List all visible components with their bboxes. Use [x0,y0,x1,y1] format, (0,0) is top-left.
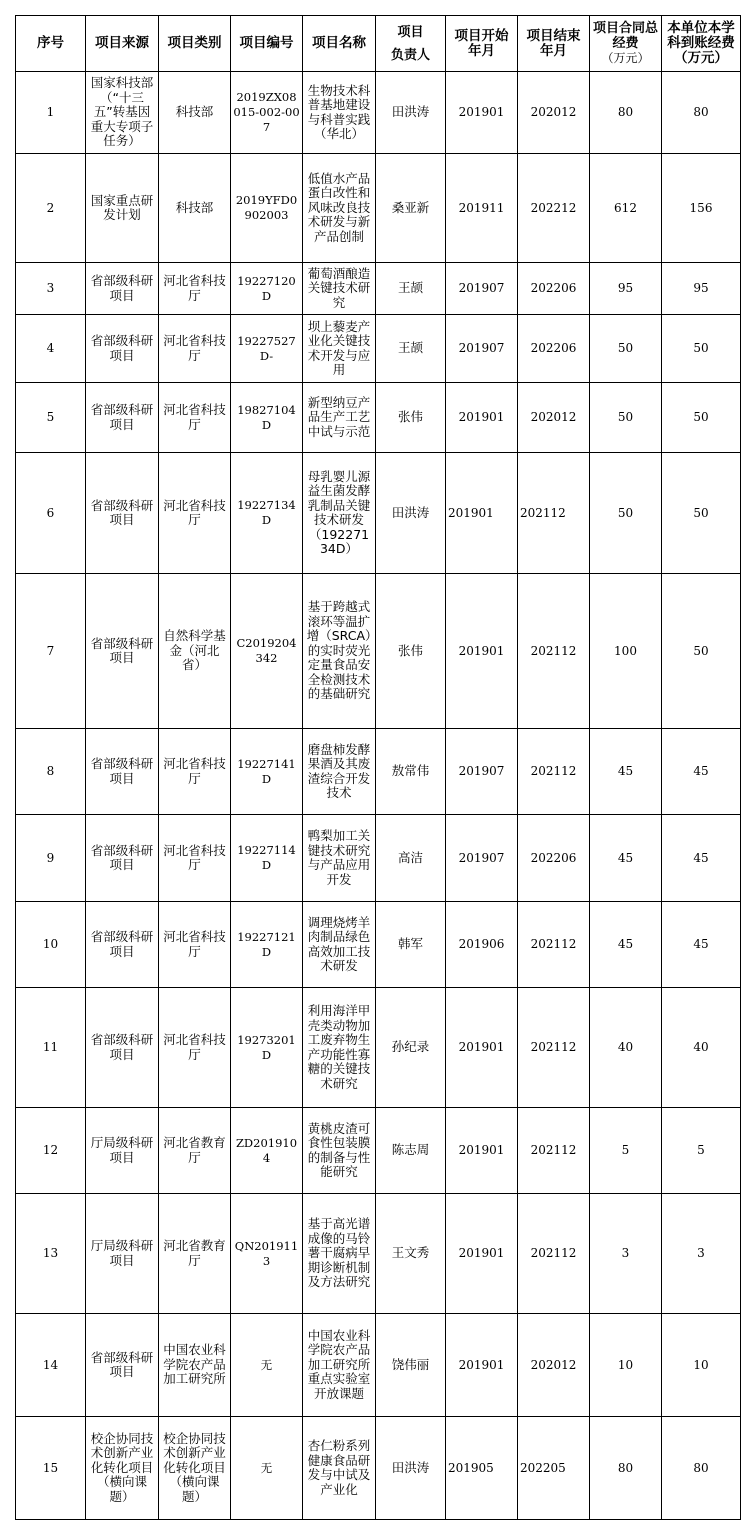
table-row [16,1417,741,1520]
cell-leader: 饶伟丽 [376,1314,446,1417]
header-total [590,16,662,72]
cell-code: 19273201D [231,988,303,1108]
cell-end: 202012 [518,72,590,154]
cell-code: 19227134D [231,453,303,574]
header-category: 项目类别 [159,16,231,72]
header-code: 项目编号 [231,16,303,72]
cell-code: C2019204342 [231,574,303,729]
cell-code: 无 [231,1417,303,1520]
cell-dept-funds: 40 [662,988,741,1108]
cell-category: 河北省科技厅 [159,815,231,902]
cell-seq: 14 [16,1314,86,1417]
cell-end: 202012 [518,383,590,453]
cell-start: 201901 [446,383,518,453]
cell-end: 202112 [518,729,590,815]
cell-dept-funds: 80 [662,1417,741,1520]
cell-source: 厅局级科研项目 [86,1108,159,1194]
cell-dept-funds: 50 [662,315,741,383]
cell-code: 19227114D [231,815,303,902]
cell-category: 校企协同技术创新产业化转化项目（横向课题） [159,1417,231,1520]
cell-name: 低值水产品蛋白改性和风味改良技术研发与新产品创制 [303,154,376,263]
cell-seq: 9 [16,815,86,902]
table-row [16,383,741,453]
table-body [16,72,741,1520]
cell-category: 河北省科技厅 [159,383,231,453]
table-row [16,988,741,1108]
cell-end: 202112 [518,1108,590,1194]
cell-dept-funds: 5 [662,1108,741,1194]
table-row [16,815,741,902]
header-total-line1: 项目合同总经费 [592,21,658,51]
cell-seq: 3 [16,263,86,315]
cell-leader: 陈志周 [376,1108,446,1194]
cell-category: 河北省科技厅 [159,315,231,383]
cell-source: 省部级科研项目 [86,315,159,383]
cell-total: 80 [590,1417,662,1520]
cell-end: 202205 [518,1417,590,1520]
cell-leader: 王颉 [376,315,446,383]
header-leader-line1: 项目 [397,24,424,40]
cell-name: 坝上藜麦产业化关键技术开发与应用 [303,315,376,383]
table-row [16,154,741,263]
cell-total: 100 [590,574,662,729]
cell-code: 19227121D [231,902,303,988]
cell-code: 2019YFD0902003 [231,154,303,263]
project-table-container [15,15,740,1520]
cell-name: 利用海洋甲壳类动物加工废弃物生产功能性寡糖的关键技术研究 [303,988,376,1108]
header-name: 项目名称 [303,16,376,72]
cell-seq: 11 [16,988,86,1108]
cell-category: 科技部 [159,72,231,154]
cell-start: 201911 [446,154,518,263]
cell-leader: 桑亚新 [376,154,446,263]
cell-dept-funds: 45 [662,815,741,902]
cell-seq: 7 [16,574,86,729]
cell-total: 45 [590,729,662,815]
cell-code: 19227120D [231,263,303,315]
cell-seq: 6 [16,453,86,574]
cell-leader: 田洪涛 [376,72,446,154]
cell-category: 河北省科技厅 [159,453,231,574]
cell-source: 省部级科研项目 [86,988,159,1108]
cell-category: 河北省科技厅 [159,729,231,815]
cell-start: 201901 [446,1314,518,1417]
table-row [16,1108,741,1194]
cell-leader: 田洪涛 [376,453,446,574]
cell-dept-funds: 3 [662,1194,741,1314]
cell-dept-funds: 10 [662,1314,741,1417]
header-source: 项目来源 [86,16,159,72]
cell-seq: 5 [16,383,86,453]
cell-total: 10 [590,1314,662,1417]
cell-end: 202012 [518,1314,590,1417]
cell-seq: 13 [16,1194,86,1314]
cell-end: 202206 [518,815,590,902]
cell-source: 省部级科研项目 [86,729,159,815]
table-row [16,263,741,315]
cell-category: 中国农业科学院农产品加工研究所 [159,1314,231,1417]
cell-leader: 张伟 [376,574,446,729]
cell-leader: 张伟 [376,383,446,453]
header-row [16,16,741,72]
cell-code: ZD2019104 [231,1108,303,1194]
cell-name: 黄桃皮渣可食性包装膜的制备与性能研究 [303,1108,376,1194]
cell-total: 5 [590,1108,662,1194]
cell-source: 省部级科研项目 [86,383,159,453]
cell-start: 201907 [446,263,518,315]
cell-total: 95 [590,263,662,315]
cell-seq: 10 [16,902,86,988]
table-row [16,72,741,154]
cell-end: 202206 [518,315,590,383]
cell-seq: 4 [16,315,86,383]
cell-start: 201905 [446,1417,518,1520]
cell-category: 河北省科技厅 [159,988,231,1108]
cell-start: 201901 [446,1108,518,1194]
cell-total: 40 [590,988,662,1108]
header-leader [376,16,446,72]
cell-total: 50 [590,315,662,383]
cell-category: 自然科学基金（河北省） [159,574,231,729]
table-row [16,574,741,729]
cell-dept-funds: 156 [662,154,741,263]
cell-start: 201907 [446,729,518,815]
cell-category: 河北省科技厅 [159,263,231,315]
cell-dept-funds: 45 [662,902,741,988]
cell-dept-funds: 50 [662,453,741,574]
cell-name: 鸭梨加工关键技术研究与产品应用开发 [303,815,376,902]
cell-start: 201907 [446,315,518,383]
cell-seq: 1 [16,72,86,154]
cell-total: 612 [590,154,662,263]
cell-source: 国家重点研发计划 [86,154,159,263]
cell-source: 省部级科研项目 [86,1314,159,1417]
cell-source: 省部级科研项目 [86,453,159,574]
cell-name: 中国农业科学院农产品加工研究所重点实验室开放课题 [303,1314,376,1417]
cell-name: 生物技术科普基地建设与科普实践（华北） [303,72,376,154]
cell-seq: 2 [16,154,86,263]
project-table [15,15,741,1520]
cell-name: 新型纳豆产品生产工艺中试与示范 [303,383,376,453]
cell-dept-funds: 95 [662,263,741,315]
cell-dept-funds: 50 [662,574,741,729]
cell-start: 201907 [446,815,518,902]
cell-source: 校企协同技术创新产业化转化项目（横向课题） [86,1417,159,1520]
cell-dept-funds: 50 [662,383,741,453]
cell-name: 基于高光谱成像的马铃薯干腐病早期诊断机制及方法研究 [303,1194,376,1314]
cell-source: 省部级科研项目 [86,263,159,315]
cell-source: 国家科技部（“十三五”转基因重大专项子任务） [86,72,159,154]
cell-seq: 8 [16,729,86,815]
header-start: 项目开始年月 [446,16,518,72]
cell-source: 省部级科研项目 [86,815,159,902]
cell-category: 河北省教育厅 [159,1194,231,1314]
cell-end: 202206 [518,263,590,315]
cell-start: 201901 [446,453,518,574]
cell-total: 50 [590,383,662,453]
cell-end: 202112 [518,1194,590,1314]
cell-end: 202212 [518,154,590,263]
cell-code: 19227527D- [231,315,303,383]
cell-start: 201901 [446,988,518,1108]
cell-category: 河北省科技厅 [159,902,231,988]
table-row [16,1194,741,1314]
cell-source: 省部级科研项目 [86,902,159,988]
cell-code: QN2019113 [231,1194,303,1314]
cell-seq: 15 [16,1417,86,1520]
cell-total: 3 [590,1194,662,1314]
table-row [16,729,741,815]
header-leader-line2: 负责人 [390,47,430,63]
header-seq: 序号 [16,16,86,72]
cell-code: 2019ZX08015-002-007 [231,72,303,154]
cell-end: 202112 [518,902,590,988]
table-row [16,902,741,988]
cell-start: 201901 [446,72,518,154]
cell-total: 45 [590,815,662,902]
cell-start: 201901 [446,574,518,729]
cell-leader: 孙纪录 [376,988,446,1108]
cell-source: 厅局级科研项目 [86,1194,159,1314]
cell-source: 省部级科研项目 [86,574,159,729]
cell-code: 无 [231,1314,303,1417]
cell-code: 19227141D [231,729,303,815]
cell-total: 45 [590,902,662,988]
cell-name: 葡萄酒酿造关键技术研究 [303,263,376,315]
cell-code: 19827104D [231,383,303,453]
cell-start: 201901 [446,1194,518,1314]
cell-name: 杏仁粉系列健康食品研发与中试及产业化 [303,1417,376,1520]
header-dept-funds: 本单位本学科到账经费（万元） [662,16,741,72]
cell-leader: 王文秀 [376,1194,446,1314]
cell-end: 202112 [518,574,590,729]
cell-name: 磨盘柿发酵果酒及其废渣综合开发技术 [303,729,376,815]
cell-name: 调理烧烤羊肉制品绿色高效加工技术研发 [303,902,376,988]
cell-seq: 12 [16,1108,86,1194]
cell-leader: 敖常伟 [376,729,446,815]
cell-total: 80 [590,72,662,154]
cell-name: 基于跨越式滚环等温扩增（SRCA）的实时荧光定量食品安全检测技术的基础研究 [303,574,376,729]
cell-category: 科技部 [159,154,231,263]
header-total-line2: （万元） [601,51,650,65]
cell-leader: 韩军 [376,902,446,988]
table-row [16,315,741,383]
cell-leader: 田洪涛 [376,1417,446,1520]
table-row [16,453,741,574]
cell-total: 50 [590,453,662,574]
header-end: 项目结束年月 [518,16,590,72]
cell-end: 202112 [518,453,590,574]
cell-leader: 王颉 [376,263,446,315]
cell-start: 201906 [446,902,518,988]
table-row [16,1314,741,1417]
cell-name: 母乳婴儿源益生菌发酵乳制品关键技术研发（19227134D） [303,453,376,574]
cell-leader: 高洁 [376,815,446,902]
cell-dept-funds: 45 [662,729,741,815]
cell-category: 河北省教育厅 [159,1108,231,1194]
cell-end: 202112 [518,988,590,1108]
cell-dept-funds: 80 [662,72,741,154]
